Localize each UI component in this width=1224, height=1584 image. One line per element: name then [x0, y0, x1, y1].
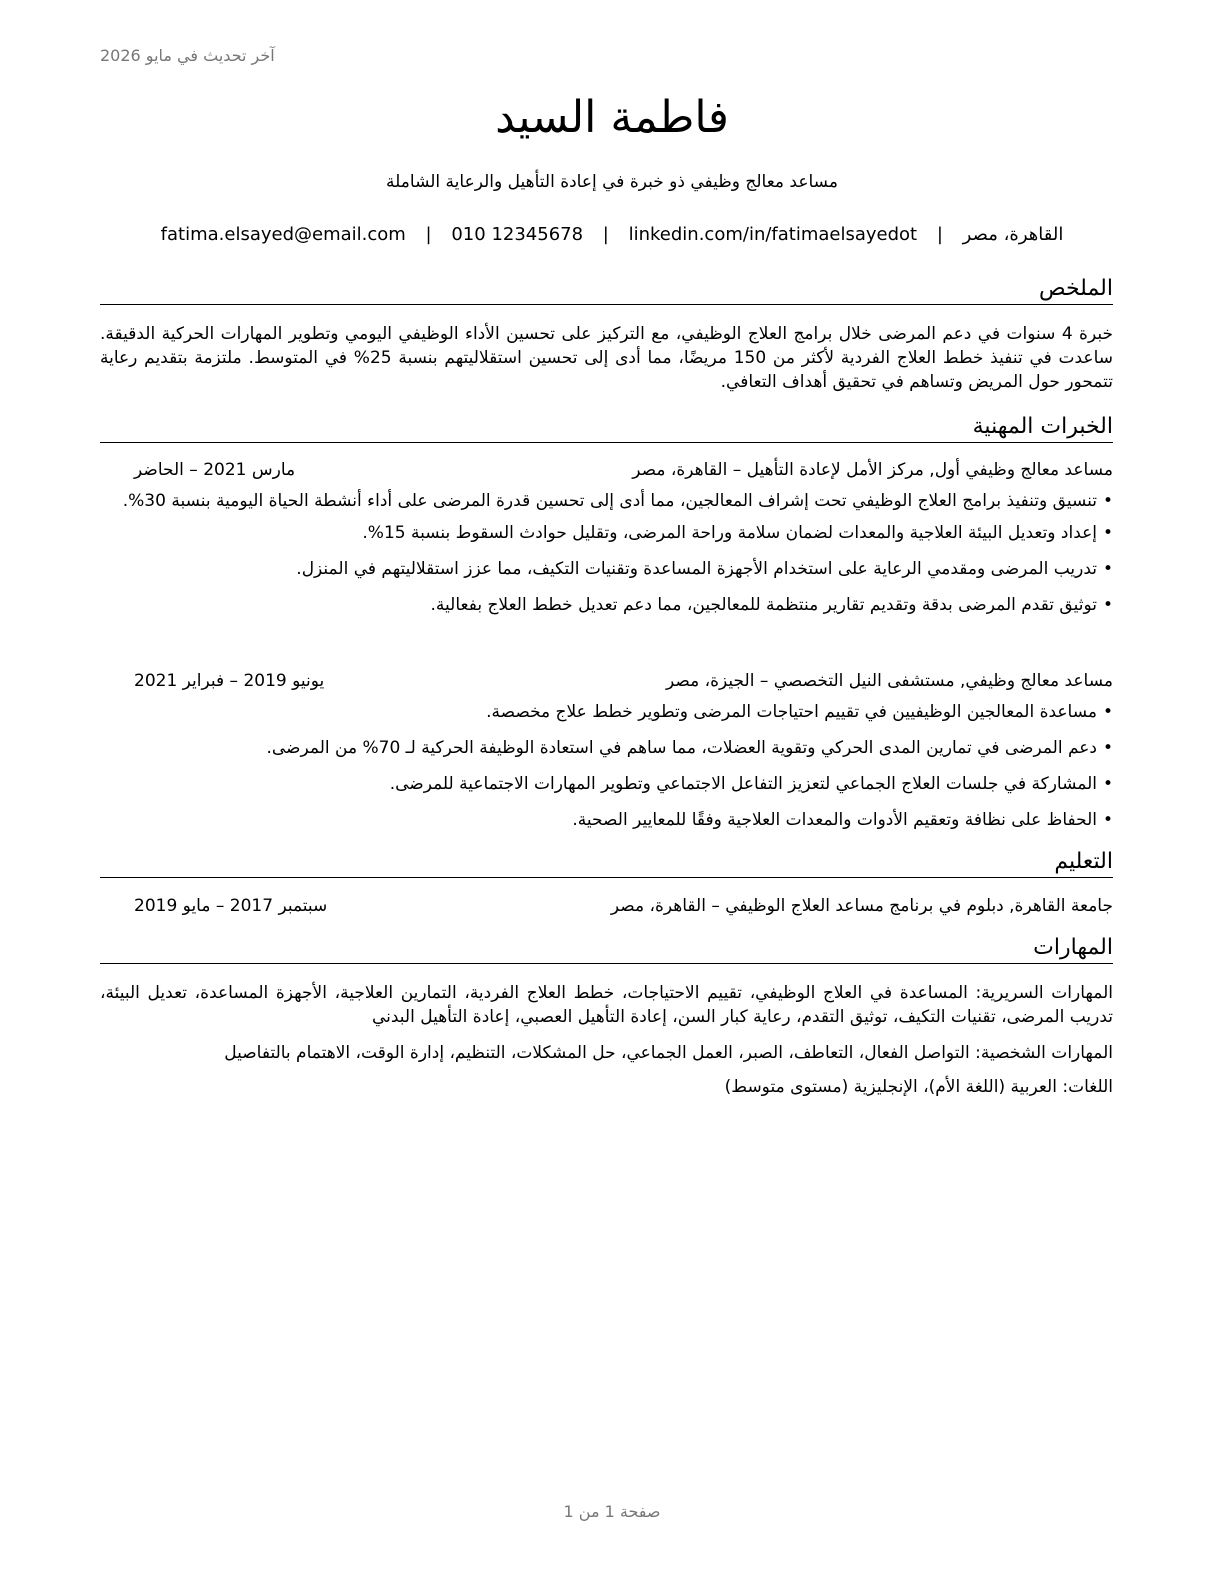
- summary-text: خبرة 4 سنوات في دعم المرضى خلال برامج العلاج الوظيفي، مع التركيز على تحسين الأداء الوظيفي اليومي وتطوير المهارات الحركية الدقيقة. ساعدت في تنفيذ خطط العلاج الفردية لأكثر من 150 مريضًا، مما أدى إلى تحسين استقلاليتهم بنسبة 25% في المتوسط. ملتزمة بتقديم رعاية تتمحور حول المريض وتساهم في تحقيق أهداف التعافي.: [100, 324, 1113, 392]
- education-dates: سبتمبر 2017 – مايو 2019: [134, 896, 328, 916]
- contact-separator: |: [936, 224, 943, 245]
- skills-languages: اللغات: العربية (اللغة الأم)، الإنجليزية (مستوى متوسط): [724, 1077, 1113, 1097]
- contact-phone[interactable]: 010 12345678: [451, 224, 584, 245]
- contact-line: [0, 224, 1224, 245]
- last-updated: آخر تحديث في مايو 2026: [100, 46, 275, 65]
- job-bullets: [100, 488, 1113, 618]
- page-number: صفحة 1 من 1: [563, 1502, 661, 1521]
- section-title-education: التعليم: [100, 848, 1113, 878]
- job-bullet: • توثيق تقدم المرضى بدقة وتقديم تقارير منتظمة للمعالجين، مما دعم تعديل خطط العلاج بفعالية.: [100, 592, 1113, 618]
- candidate-name: فاطمة السيد: [495, 92, 729, 143]
- contact-separator: |: [602, 224, 609, 245]
- job-bullets: [100, 699, 1113, 833]
- job-header: [100, 671, 1113, 695]
- section-title-skills: المهارات: [100, 934, 1113, 964]
- job-header: [100, 460, 1113, 484]
- contact-location: القاهرة، مصر: [962, 224, 1064, 245]
- job-title: مساعد معالج وظيفي, مستشفى النيل التخصصي – الجيزة، مصر: [666, 671, 1113, 691]
- job-bullet: • دعم المرضى في تمارين المدى الحركي وتقوية العضلات، مما ساهم في استعادة الوظيفة الحركية لـ 70% من المرضى.: [100, 735, 1113, 761]
- job-bullet: • تدريب المرضى ومقدمي الرعاية على استخدام الأجهزة المساعدة وتقنيات التكيف، مما عزز استقلاليتهم في المنزل.: [100, 556, 1113, 582]
- contact-linkedin[interactable]: linkedin.com/in/fatimaelsayedot: [628, 224, 918, 245]
- job-bullet: • الحفاظ على نظافة وتعقيم الأدوات والمعدات العلاجية وفقًا للمعايير الصحية.: [100, 807, 1113, 833]
- job-title: مساعد معالج وظيفي أول, مركز الأمل لإعادة التأهيل – القاهرة، مصر: [632, 460, 1113, 480]
- contact-email[interactable]: fatima.elsayed@email.com: [160, 224, 406, 245]
- section-title-summary: الملخص: [100, 275, 1113, 305]
- education-entry: [100, 896, 1113, 920]
- section-title-experience: الخبرات المهنية: [100, 413, 1113, 443]
- job-bullet: • إعداد وتعديل البيئة العلاجية والمعدات لضمان سلامة وراحة المرضى، وتقليل حوادث السقوط بنسبة 15%.: [100, 520, 1113, 546]
- education-heading: جامعة القاهرة, دبلوم في برنامج مساعد العلاج الوظيفي – القاهرة، مصر: [610, 896, 1113, 916]
- job-dates: مارس 2021 – الحاضر: [134, 460, 296, 480]
- job-bullet: • تنسيق وتنفيذ برامج العلاج الوظيفي تحت إشراف المعالجين، مما أدى إلى تحسين قدرة المرضى على أداء أنشطة الحياة اليومية بنسبة 30%.: [100, 488, 1113, 514]
- candidate-subtitle: مساعد معالج وظيفي ذو خبرة في إعادة التأهيل والرعاية الشاملة: [386, 172, 838, 192]
- job-bullet: • مساعدة المعالجين الوظيفيين في تقييم احتياجات المرضى وتطوير خطط علاج مخصصة.: [100, 699, 1113, 725]
- job-dates: يونيو 2019 – فبراير 2021: [134, 671, 325, 691]
- contact-separator: |: [425, 224, 432, 245]
- job-bullet: • المشاركة في جلسات العلاج الجماعي لتعزيز التفاعل الاجتماعي وتطوير المهارات الاجتماعية للمرضى.: [100, 771, 1113, 797]
- skills-clinical: المهارات السريرية: المساعدة في العلاج الوظيفي، تقييم الاحتياجات، خطط العلاج الفردية، التمارين العلاجية، الأجهزة المساعدة، تعديل البيئة، تدريب المرضى، تقنيات التكيف، توثيق التقدم، رعاية كبار السن، إعادة التأهيل العصبي، إعادة التأهيل البدني: [100, 983, 1113, 1027]
- skills-personal: المهارات الشخصية: التواصل الفعال، التعاطف، الصبر، العمل الجماعي، حل المشكلات، التنظيم، إدارة الوقت، الاهتمام بالتفاصيل: [224, 1043, 1113, 1063]
